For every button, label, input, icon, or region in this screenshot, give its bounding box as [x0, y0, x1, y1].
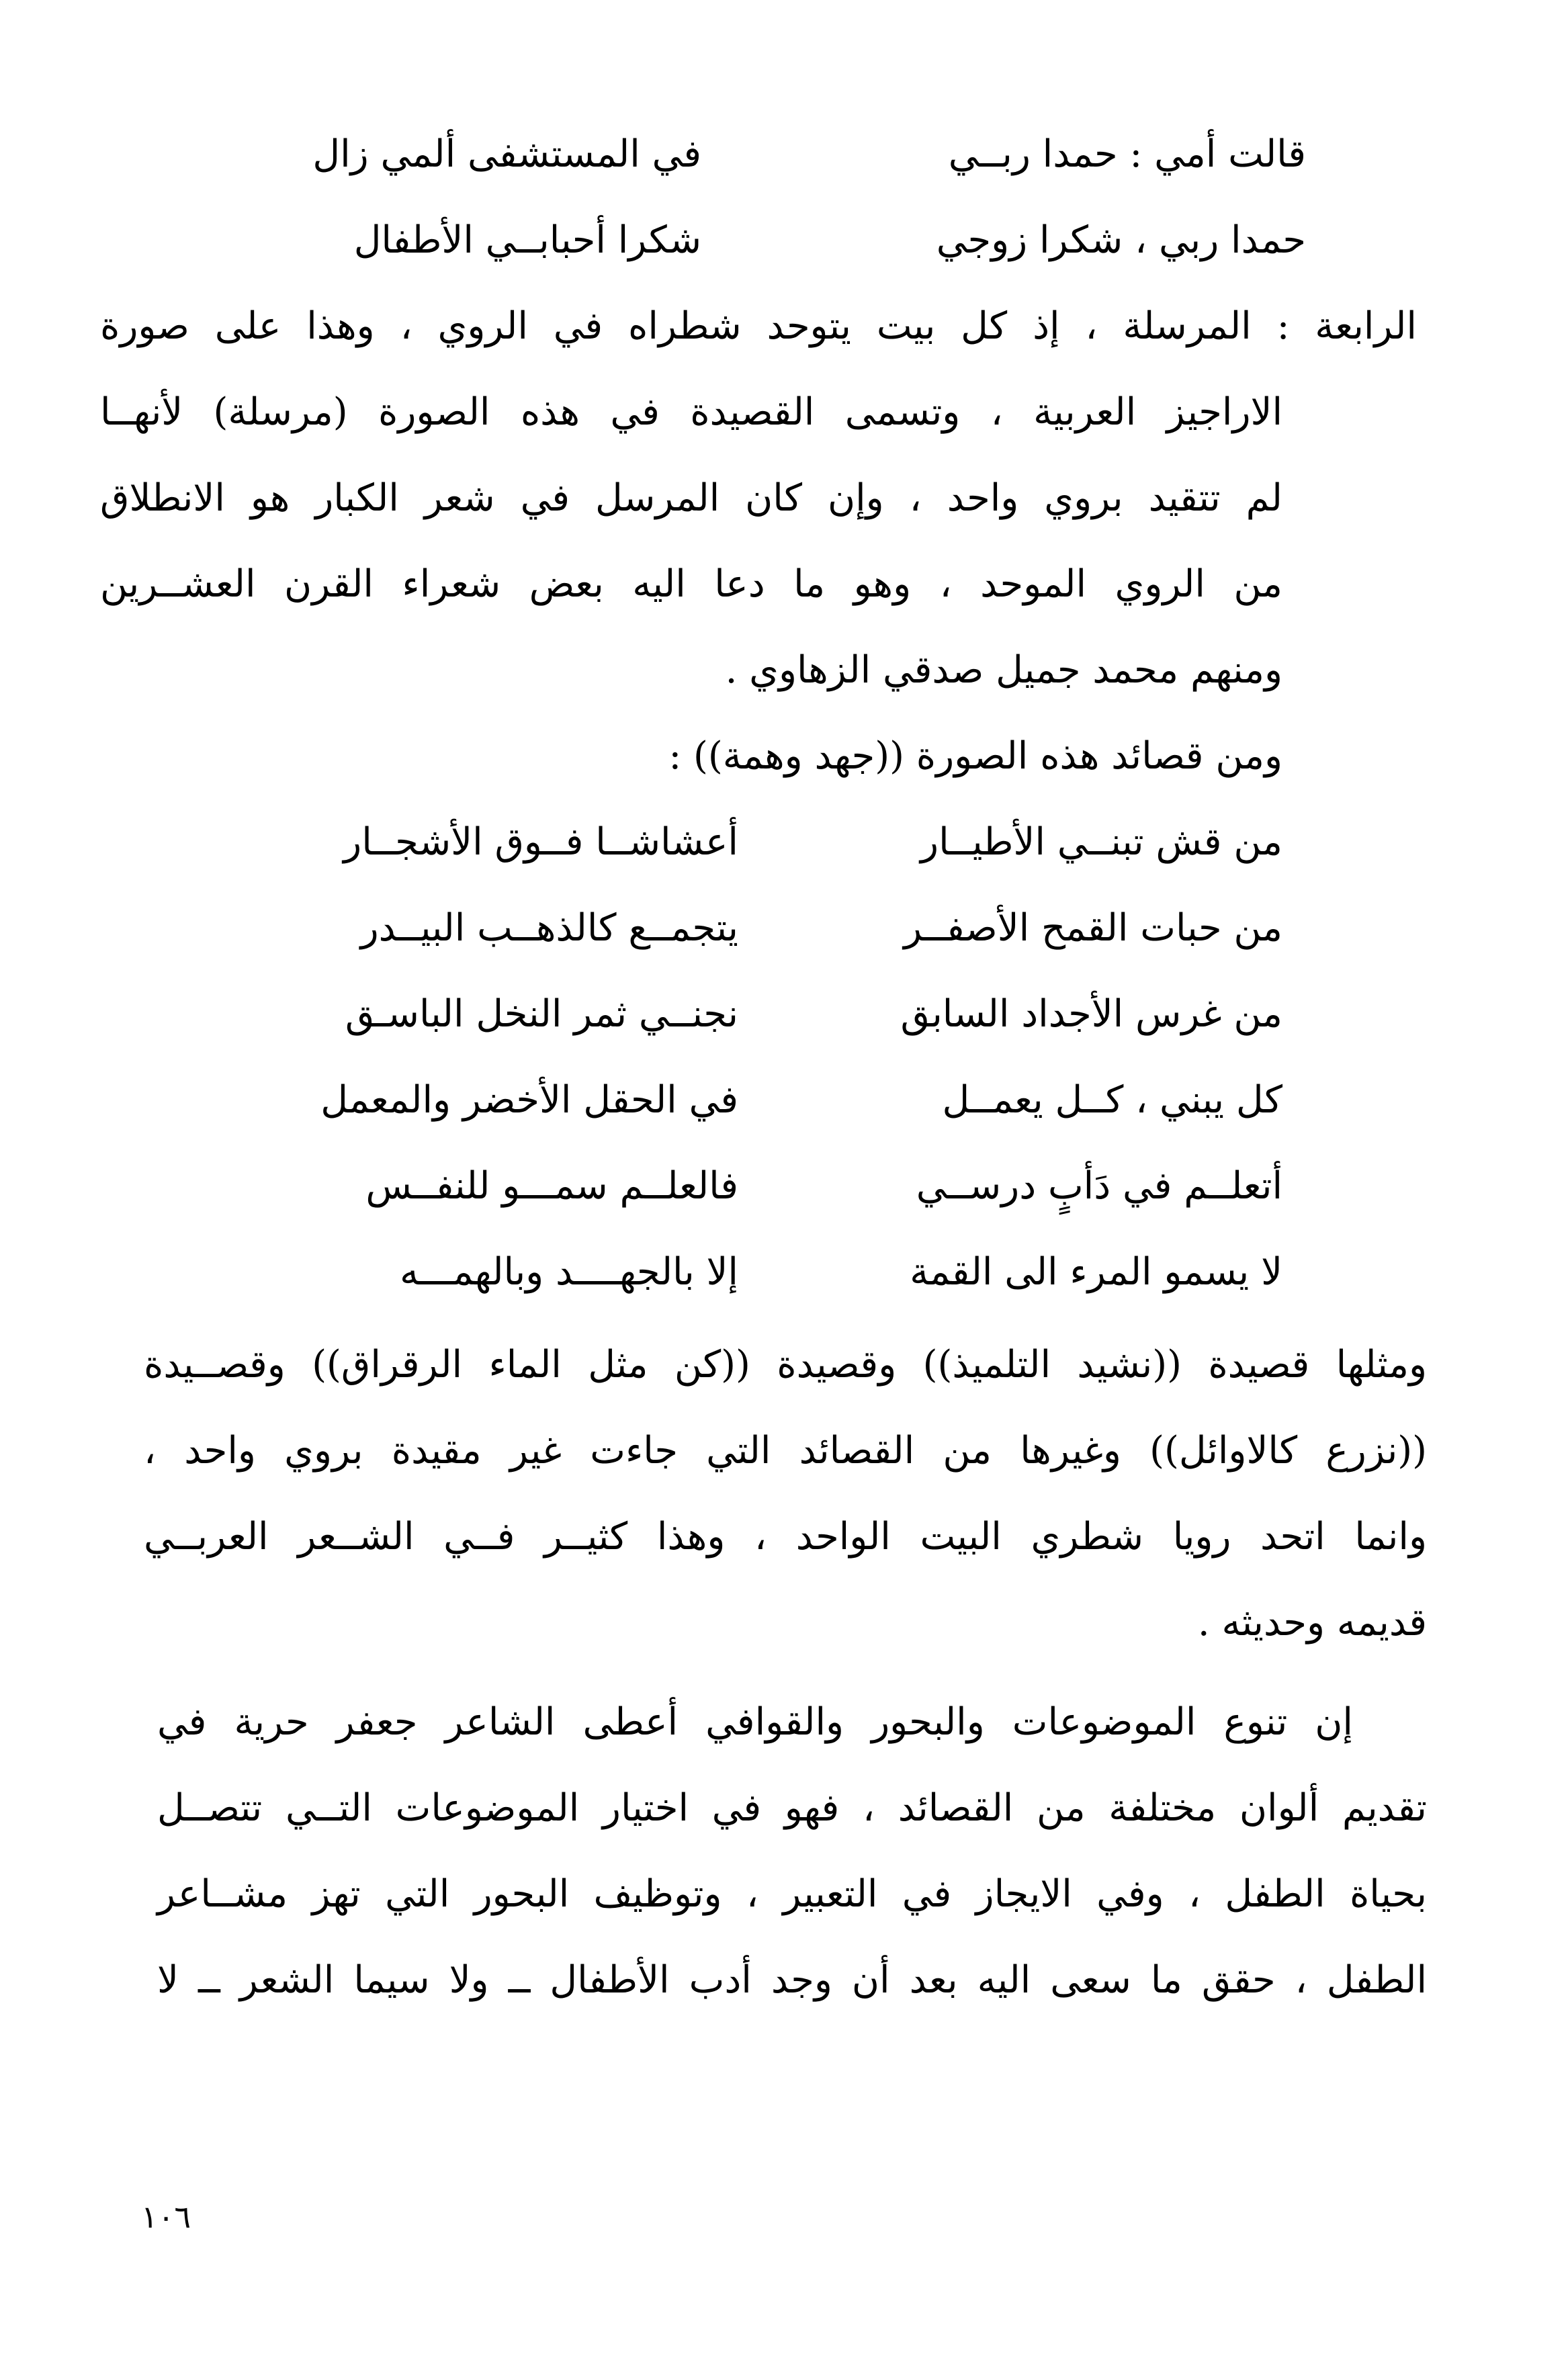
poem2-verse-3-right: من غرس الأجداد السابق: [900, 992, 1282, 1036]
paragraph2-line-1: ومثلها قصيدة ((نشيد التلميذ)) وقصيدة ((كن مثل الماء الرقراق)) وقصــيدة: [144, 1343, 1428, 1387]
poem1-verse-1-left: في المستشفى ألمي زال: [312, 132, 701, 176]
paragraph3-line-2: تقديم ألوان مختلفة من القصائد ، فهو في اختيار الموضوعات التــي تتصــل: [157, 1786, 1427, 1830]
paragraph3-line-4: الطفل ، حقق ما سعى اليه بعد أن وجد أدب الأطفال ــ ولا سيما الشعر ــ لا: [157, 1958, 1427, 2002]
page-number: ١٠٦: [141, 2199, 191, 2235]
poem2-verse-3-left: نجنــي ثمر النخل الباسـق: [345, 992, 738, 1036]
poem2-verse-2-left: يتجمــع كالذهــب البيــدر: [360, 906, 738, 950]
paragraph1-line-1: الرابعة : المرسلة ، إذ كل بيت يتوحد شطراه في الروي ، وهذا على صورة: [100, 304, 1417, 348]
paragraph2-line-3: وانما اتحد رويا شطري البيت الواحد ، وهذا كثيــر فــي الشــعر العربــي: [144, 1515, 1427, 1559]
poem2-verse-4-left: في الحقل الأخضر والمعمل: [320, 1078, 738, 1122]
poem2-verse-5-right: أتعلــم في دَأبٍ درســي: [916, 1164, 1282, 1208]
paragraph2-line-2: ((نزرع كالاوائل)) وغيرها من القصائد التي جاءت غير مقيدة بروي واحد ،: [144, 1429, 1427, 1473]
poem2-intro: ومن قصائد هذه الصورة ((جهد وهمة)) :: [668, 734, 1282, 778]
paragraph1-line-5: ومنهم محمد جميل صدقي الزهاوي .: [725, 648, 1282, 692]
paragraph2-line-4: قديمه وحديثه .: [1197, 1601, 1427, 1645]
paragraph3-line-1: إن تنوع الموضوعات والبحور والقوافي أعطى الشاعر جعفر حرية في: [157, 1700, 1353, 1744]
poem2-verse-1-right: من قش تبنــي الأطيــار: [920, 820, 1282, 864]
paragraph1-line-2: الاراجيز العربية ، وتسمى القصيدة في هذه الصورة (مرسلة) لأنهــا: [100, 390, 1283, 434]
poem2-verse-6-left: إلا بالجهــــد وبالهمـــه: [400, 1250, 738, 1294]
poem1-verse-1-right: قالت أمي : حمدا ربــي: [948, 132, 1306, 176]
poem2-verse-4-right: كل يبني ، كــل يعمــل: [942, 1078, 1282, 1122]
paragraph1-line-3: لم تتقيد بروي واحد ، وإن كان المرسل في شعر الكبار هو الانطلاق: [100, 476, 1282, 520]
poem2-verse-2-right: من حبات القمح الأصفــر: [904, 906, 1282, 950]
poem2-verse-5-left: فالعلــم سمـــو للنفــس: [365, 1164, 738, 1208]
poem1-verse-2-right: حمدا ربي ، شكرا زوجي: [936, 218, 1306, 262]
paragraph1-line-4: من الروي الموحد ، وهو ما دعا اليه بعض شعراء القرن العشــرين: [100, 562, 1282, 606]
poem2-verse-6-right: لا يسمو المرء الى القمة: [910, 1250, 1282, 1294]
poem2-verse-1-left: أعشاشــا فــوق الأشجــار: [343, 820, 738, 864]
paragraph3-line-3: بحياة الطفل ، وفي الايجاز في التعبير ، وتوظيف البحور التي تهز مشــاعر: [157, 1872, 1427, 1916]
poem1-verse-2-left: شكرا أحبابــي الأطفال: [353, 218, 701, 262]
